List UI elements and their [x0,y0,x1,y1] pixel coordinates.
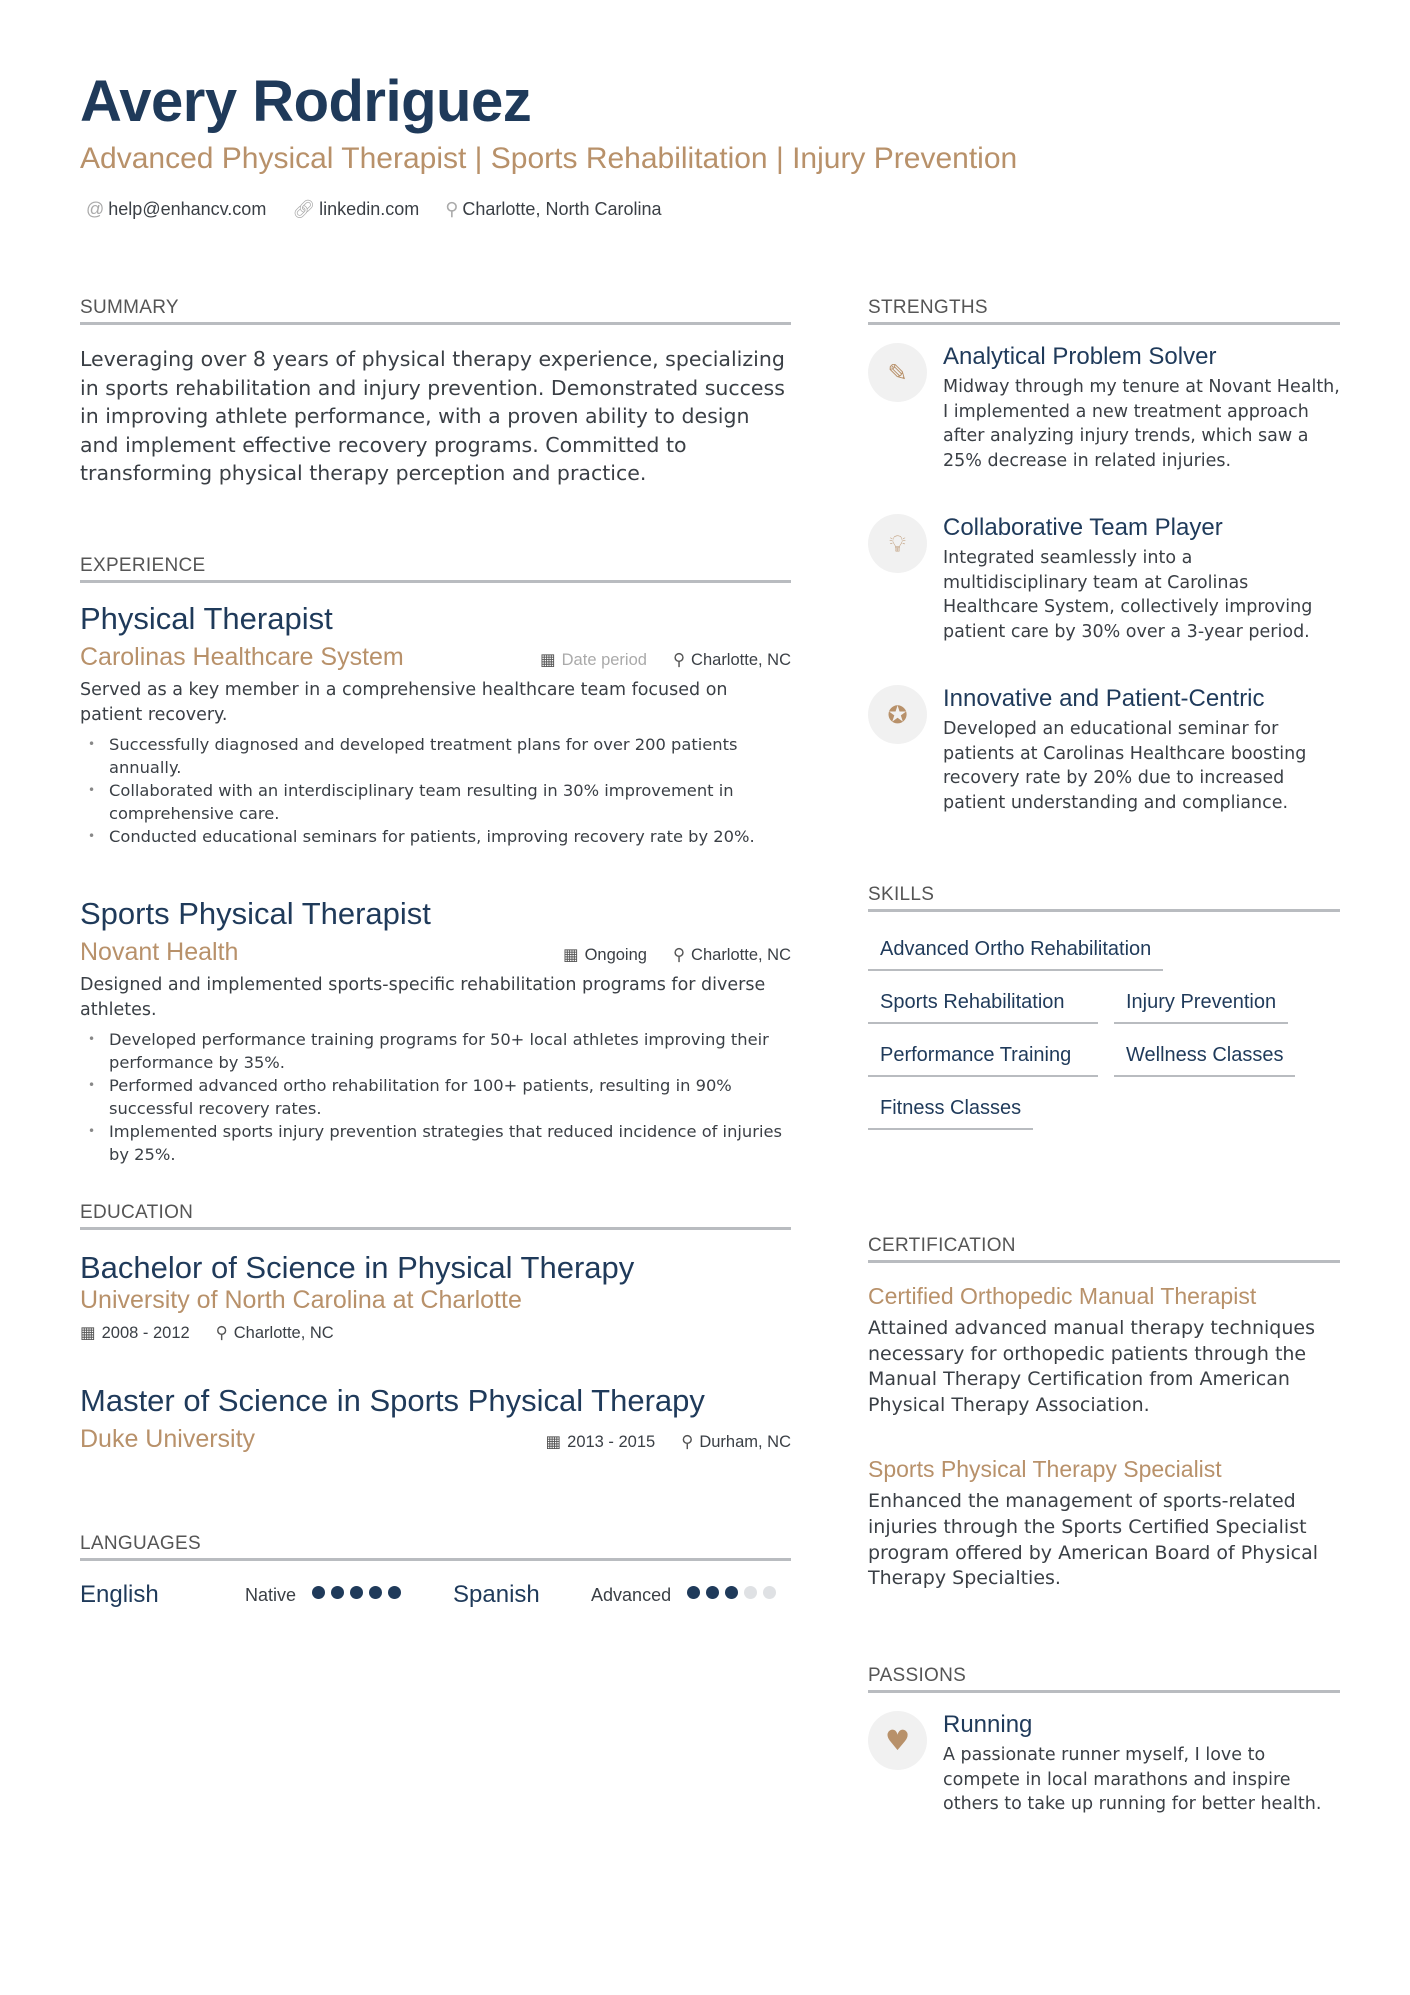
language-level: Native [245,1584,297,1605]
job-entry [80,601,791,848]
company-name: Carolinas Healthcare System [80,643,404,671]
certification-title: Certified Orthopedic Manual Therapist [868,1283,1257,1309]
location-icon: ⚲ [672,946,686,964]
job-meta [540,650,791,670]
date-text: 2008 - 2012 [101,1324,190,1342]
job-subrow [80,938,791,967]
certification-section [868,1235,1340,1592]
bullet-item: • Performed advanced ortho rehabilitation for 100+ patients, resulting in 90% successful recovery rates. [80,1074,791,1120]
contact-row [86,199,662,220]
job-description: Designed and implemented sports-specific rehabilitation programs for diverse athletes. [80,975,766,1020]
contact-linkedin[interactable]: 🔗︎ linkedin.com [292,199,420,219]
location-text: Charlotte, NC [691,946,791,964]
strength-title: Innovative and Patient-Centric [943,685,1265,712]
rating-dot-filled [687,1586,700,1599]
calendar-icon: ▦ [545,1433,562,1451]
degree: Master of Science in Sports Physical Therapy [80,1383,705,1418]
rating-dot-filled [350,1586,363,1599]
education-entry [80,1250,791,1343]
summary-section [80,297,791,488]
award-icon: ✪ [868,685,927,744]
rating-dot-filled [388,1586,401,1599]
passions-section [868,1665,1340,1865]
contact-location: ⚲ Charlotte, North Carolina [445,199,662,219]
bullet-item: • Conducted educational seminars for patients, improving recovery rate by 20%. [80,825,791,848]
contact-email[interactable]: @ help@enhancv.com [86,199,267,219]
skill-tag: Sports Rehabilitation [868,985,1098,1024]
link-icon: 🔗︎ [292,199,316,219]
candidate-title: Advanced Physical Therapist | Sports Rehabilitation | Injury Prevention [80,142,1018,175]
skill-tag: Performance Training [868,1038,1098,1077]
date-text: Ongoing [584,946,647,964]
skill-tag: Advanced Ortho Rehabilitation [868,932,1163,971]
location-text: Charlotte, NC [233,1324,334,1342]
job-bullets [80,733,791,848]
section-heading: EXPERIENCE [80,555,791,583]
language-name: Spanish [453,1581,540,1608]
school: University of North Carolina at Charlotte [80,1286,522,1314]
location [216,1323,334,1343]
summary-text: Leveraging over 8 years of physical therapy experience, specializing in sports rehabilitation and injury prevention. Demonstrated success in improving athlete performance, with a proven ability to design and implement effective recovery programs. Committed to transforming physical therapy perception and practice. [80,347,785,486]
education-section [80,1202,791,1454]
strengths-section [868,297,1340,857]
lightbulb-icon: 💡︎ [868,514,927,573]
strength-item [868,685,1340,815]
job-title: Sports Physical Therapist [80,896,431,931]
at-icon: @ [86,199,105,219]
job-subrow [80,643,791,672]
location-icon: ⚲ [215,1324,228,1342]
education-entry [80,1383,791,1454]
language-rating [687,1586,782,1604]
rating-dot-filled [725,1586,738,1599]
job-description: Served as a key member in a comprehensive healthcare team focused on patient recovery. [80,680,728,725]
location [681,1432,791,1452]
experience-section [80,555,791,1166]
rating-dot-empty [763,1586,776,1599]
section-heading: LANGUAGES [80,1533,791,1561]
calendar-icon: ▦ [80,1324,96,1342]
company-name: Novant Health [80,938,239,966]
date [563,945,647,965]
section-heading: CERTIFICATION [868,1235,1340,1263]
rating-dot-filled [312,1586,325,1599]
location [673,650,791,670]
date-text: Date period [561,651,647,669]
date [546,1432,656,1452]
location-icon: ⚲ [681,1433,694,1451]
job-title: Physical Therapist [80,601,333,636]
languages-section [80,1533,791,1609]
section-heading: SKILLS [868,884,1340,912]
date-text: 2013 - 2015 [567,1433,656,1451]
skill-tag: Injury Prevention [1114,985,1288,1024]
passion-title: Running [943,1711,1033,1738]
location-text: Durham, NC [699,1433,791,1451]
job-meta [563,945,791,965]
language-level: Advanced [591,1584,672,1605]
section-heading: PASSIONS [868,1665,1340,1693]
bullet-item: • Developed performance training programs for 50+ local athletes improving their performance by 35%. [80,1028,791,1074]
rating-dot-filled [331,1586,344,1599]
strength-description: Developed an educational seminar for patients at Carolinas Healthcare boosting recovery rate by 20% due to increased patient understanding and compliance. [943,719,1307,813]
bullet-item: • Implemented sports injury prevention strategies that reduced incidence of injuries by 25%. [80,1120,791,1166]
language-rating [312,1586,407,1604]
school: Duke University [80,1425,256,1453]
location-text: Charlotte, NC [691,651,791,669]
section-heading: SUMMARY [80,297,791,325]
calendar-icon: ▦ [540,651,556,669]
section-heading: EDUCATION [80,1202,791,1230]
bullet-item: • Successfully diagnosed and developed treatment plans for over 200 patients annually. [80,733,791,779]
candidate-name: Avery Rodriguez [80,69,532,134]
education-subrow [80,1425,791,1454]
date [80,1323,190,1343]
strength-description: Integrated seamlessly into a multidisciplinary team at Carolinas Healthcare System, collectively improving patient care by 30% over a 3-year period. [943,548,1313,642]
language-name: English [80,1581,159,1608]
strength-description: Midway through my tenure at Novant Health, I implemented a new treatment approach after analyzing injury trends, which saw a 25% decrease in related injuries. [943,377,1340,471]
passion-item [868,1711,1340,1817]
date [540,650,647,670]
degree: Bachelor of Science in Physical Therapy [80,1250,635,1285]
certification-description: Enhanced the management of sports-related injuries through the Sports Certified Specialist program offered by American Board of Physical Therapy Specialties. [868,1490,1319,1590]
calendar-icon: ▦ [562,946,579,964]
section-heading: STRENGTHS [868,297,1340,325]
certification-entry [868,1456,1340,1591]
skill-tag: Wellness Classes [1114,1038,1295,1077]
location-icon: ⚲ [445,199,459,219]
location [673,945,791,965]
certification-description: Attained advanced manual therapy techniques necessary for orthopedic patients through the Manual Therapy Certification from American Physical Therapy Association. [868,1317,1316,1416]
bullet-item: • Collaborated with an interdisciplinary team resulting in 30% improvement in comprehensive care. [80,779,791,825]
strength-title: Collaborative Team Player [943,514,1223,541]
skills-section [868,884,1340,1130]
strength-item [868,343,1340,473]
passion-description: A passionate runner myself, I love to compete in local marathons and inspire others to take up running for better health. [943,1745,1322,1814]
rating-dot-filled [369,1586,382,1599]
rating-dot-empty [744,1586,757,1599]
rating-dot-filled [706,1586,719,1599]
job-entry [80,896,791,1166]
skill-tag: Fitness Classes [868,1091,1033,1130]
certification-title: Sports Physical Therapy Specialist [868,1456,1222,1483]
magic-wand-icon: ✎ [868,343,927,402]
location-icon: ⚲ [672,651,686,669]
education-meta [80,1323,791,1343]
education-meta [546,1432,791,1452]
strength-title: Analytical Problem Solver [943,343,1217,370]
certification-entry [868,1283,1340,1418]
job-bullets [80,1028,791,1166]
strength-item [868,514,1340,644]
heart-icon: ♥ [868,1711,927,1770]
